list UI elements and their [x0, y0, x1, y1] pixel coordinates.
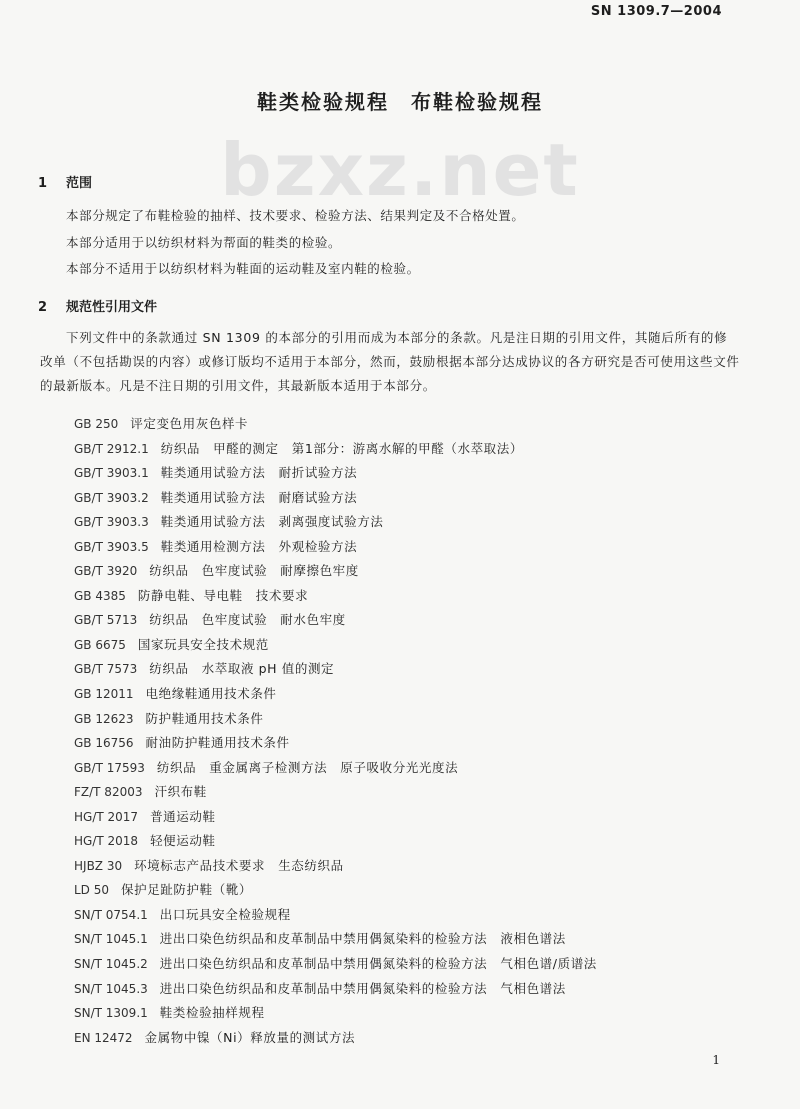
reference-code: GB 250	[74, 417, 119, 431]
reference-code: LD 50	[74, 883, 110, 898]
reference-item	[74, 780, 597, 805]
reference-title: 防护鞋通用技术条件	[145, 710, 264, 726]
reference-code: FZ/T 82003	[74, 785, 143, 800]
reference-code: GB/T 3903.1	[74, 466, 149, 481]
reference-item	[74, 927, 597, 952]
reference-title: 鞋类通用试验方法 剥离强度试验方法	[160, 514, 384, 530]
reference-item	[74, 682, 597, 707]
reference-code: GB 4385	[74, 588, 126, 603]
reference-title: 纺织品 水萃取液 pH 值的测定	[149, 661, 335, 677]
reference-code: SN/T 1045.1	[74, 932, 148, 947]
reference-title: 金属物中镍（Ni）释放量的测试方法	[144, 1029, 356, 1045]
reference-item	[74, 437, 597, 462]
reference-code: GB/T 3903.3	[74, 515, 149, 530]
reference-code: HG/T 2017	[74, 809, 139, 824]
reference-item	[74, 412, 597, 437]
document-title: 鞋类检验规程 布鞋检验规程	[257, 90, 543, 114]
reference-title: 电绝缘鞋通用技术条件	[145, 686, 277, 702]
reference-list	[74, 412, 597, 1050]
reference-title: 汗织布鞋	[154, 784, 207, 800]
reference-code: GB 16756	[74, 736, 134, 751]
references-intro: 下列文件中的条款通过 SN 1309 的本部分的引用而成为本部分的条款。凡是注日期的引用文件，其随后所有的修改单（不包括勘误的内容）或修订版均不适用于本部分，然而，鼓励根据本部分达成协议的各方研究是否可使用这些文件的最新版本。凡是不注日期的引用文件，其最新版本适用于本部分。	[40, 330, 740, 393]
reference-title: 纺织品 色牢度试验 耐水色牢度	[149, 612, 346, 628]
reference-title: 评定变色用灰色样卡	[130, 416, 249, 431]
reference-item	[74, 633, 597, 658]
reference-title: 出口玩具安全检验规程	[159, 906, 291, 922]
section-title: 规范性引用文件	[66, 300, 158, 315]
reference-code: GB 12623	[74, 711, 134, 726]
reference-item	[74, 878, 597, 903]
reference-code: GB/T 3920	[74, 564, 138, 579]
reference-title: 纺织品 色牢度试验 耐摩擦色牢度	[149, 563, 359, 579]
reference-title: 进出口染色纺织品和皮革制品中禁用偶氮染料的检验方法 液相色谱法	[159, 931, 566, 947]
reference-title: 环境标志产品技术要求 生态纺织品	[134, 857, 344, 873]
section-number: 1	[38, 176, 48, 191]
standard-code: SN 1309.7—2004	[590, 4, 722, 19]
reference-item	[74, 486, 597, 511]
reference-item	[74, 510, 597, 535]
reference-code: GB 6675	[74, 637, 126, 652]
reference-title: 纺织品 重金属离子检测方法 原子吸收分光光度法	[156, 759, 459, 775]
reference-title: 鞋类检验抽样规程	[159, 1005, 265, 1021]
reference-code: GB 12011	[74, 687, 134, 702]
reference-title: 进出口染色纺织品和皮革制品中禁用偶氮染料的检验方法 气相色谱法	[159, 980, 566, 996]
reference-title: 国家玩具安全技术规范	[137, 636, 269, 652]
reference-item	[74, 977, 597, 1002]
reference-code: GB/T 3903.2	[74, 490, 149, 505]
reference-code: HG/T 2018	[74, 834, 139, 849]
reference-title: 普通运动鞋	[150, 808, 216, 824]
reference-title: 进出口染色纺织品和皮革制品中禁用偶氮染料的检验方法 气相色谱/质谱法	[159, 956, 597, 972]
reference-item	[74, 1026, 597, 1051]
reference-code: SN/T 0754.1	[74, 907, 148, 922]
reference-code: GB/T 3903.5	[74, 539, 149, 554]
reference-item	[74, 756, 597, 781]
reference-item	[74, 1001, 597, 1026]
reference-code: SN/T 1309.1	[74, 1006, 148, 1021]
watermark: bzxz.net	[220, 128, 580, 212]
section-2-heading	[38, 296, 157, 315]
reference-title: 鞋类通用检测方法 外观检验方法	[160, 538, 358, 554]
reference-item	[74, 608, 597, 633]
reference-item	[74, 854, 597, 879]
reference-title: 鞋类通用试验方法 耐磨试验方法	[160, 489, 358, 505]
reference-item	[74, 461, 597, 486]
reference-title: 轻便运动鞋	[150, 833, 216, 849]
scope-paragraph-1: 本部分规定了布鞋检验的抽样、技术要求、检验方法、结果判定及不合格处置。	[66, 208, 525, 223]
reference-code: GB/T 7573	[74, 662, 138, 677]
reference-code: SN/T 1045.3	[74, 981, 148, 996]
section-number: 2	[38, 300, 48, 315]
reference-code: SN/T 1045.2	[74, 957, 148, 972]
page-number: 1	[712, 1053, 720, 1067]
scope-paragraph-3: 本部分不适用于以纺织材料为鞋面的运动鞋及室内鞋的检验。	[66, 261, 420, 276]
reference-code: EN 12472	[74, 1030, 133, 1045]
reference-title: 耐油防护鞋通用技术条件	[145, 735, 290, 751]
reference-item	[74, 805, 597, 830]
reference-code: GB/T 2912.1	[74, 441, 149, 456]
reference-code: GB/T 17593	[74, 760, 145, 775]
section-title: 范围	[66, 176, 93, 191]
reference-item	[74, 903, 597, 928]
reference-code: GB/T 5713	[74, 613, 138, 628]
reference-code: HJBZ 30	[74, 858, 123, 873]
reference-title: 防静电鞋、导电鞋 技术要求	[137, 587, 309, 603]
reference-item	[74, 535, 597, 560]
scope-paragraph-2: 本部分适用于以纺织材料为帮面的鞋类的检验。	[66, 235, 342, 250]
reference-item	[74, 952, 597, 977]
reference-item	[74, 657, 597, 682]
reference-item	[74, 584, 597, 609]
reference-title: 鞋类通用试验方法 耐折试验方法	[160, 465, 358, 481]
reference-item	[74, 829, 597, 854]
reference-item	[74, 731, 597, 756]
reference-item	[74, 559, 597, 584]
reference-title: 保护足趾防护鞋（靴）	[121, 882, 253, 898]
reference-title: 纺织品 甲醛的测定 第1部分：游离水解的甲醛（水萃取法）	[160, 440, 523, 456]
reference-item	[74, 707, 597, 732]
section-1-heading	[38, 172, 92, 191]
